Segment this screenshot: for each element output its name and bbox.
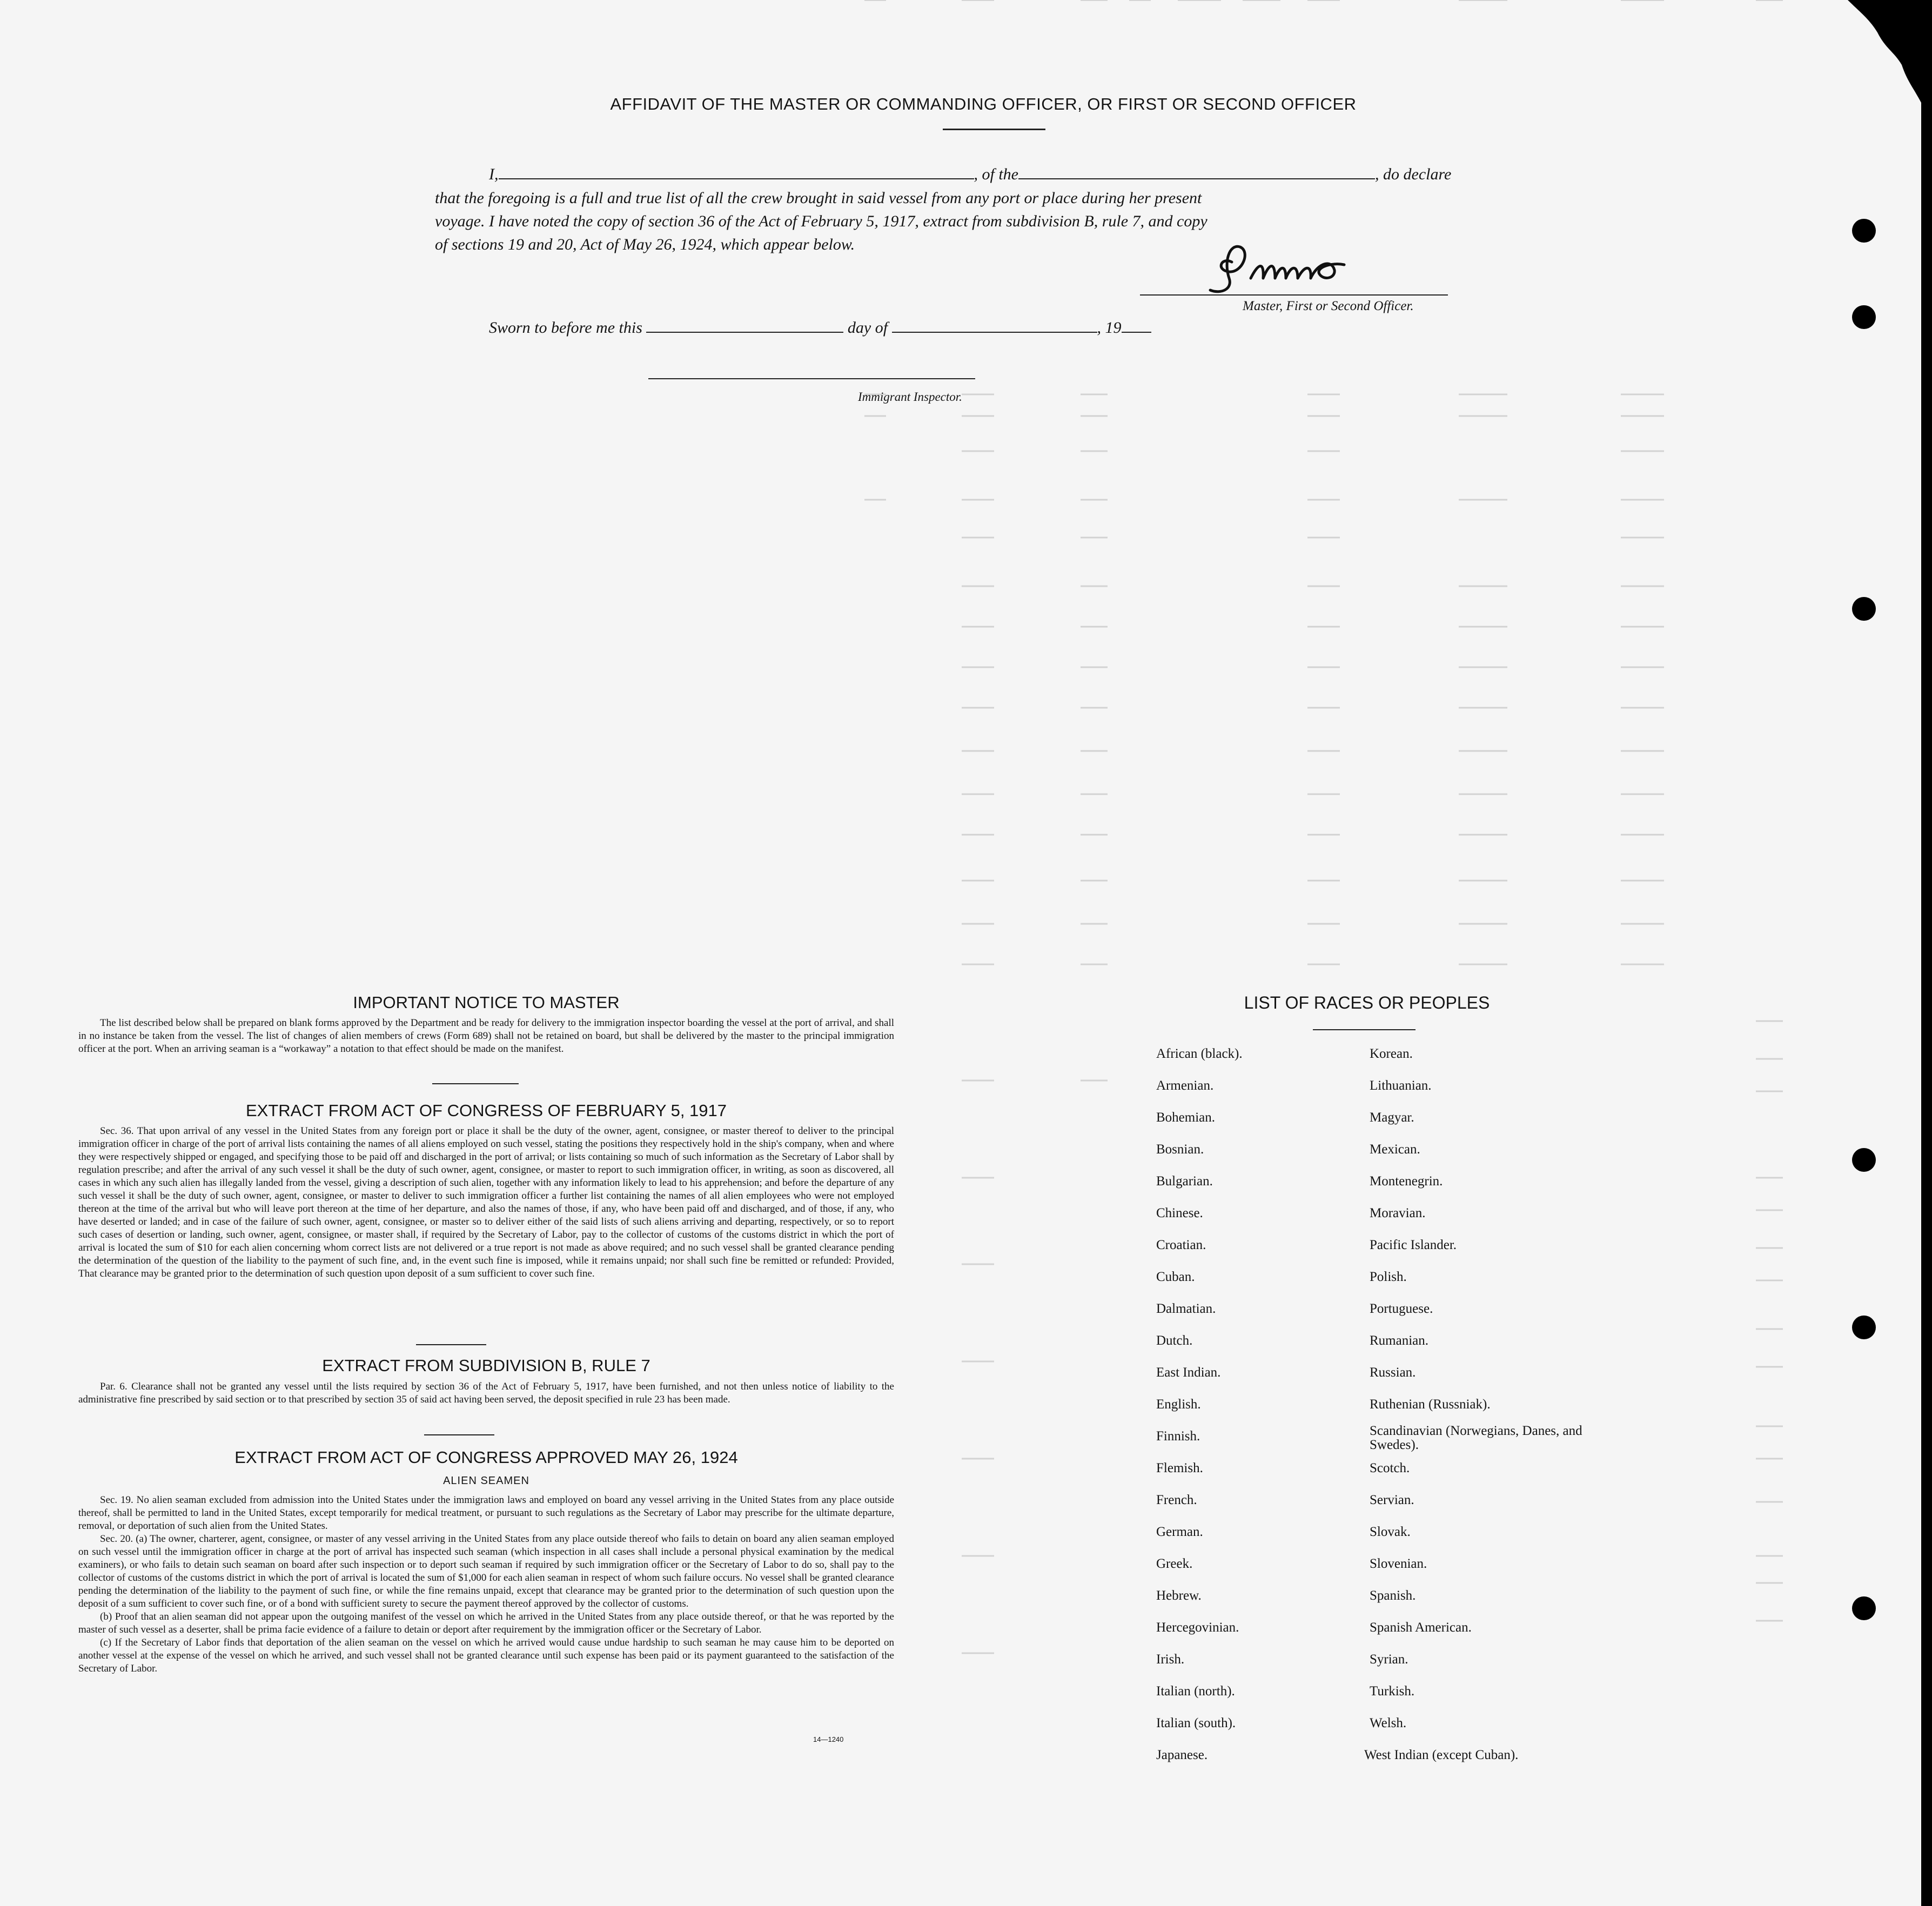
race-item: Bohemian. xyxy=(1156,1110,1216,1125)
race-item: Croatian. xyxy=(1156,1238,1206,1252)
race-item: Russian. xyxy=(1370,1365,1416,1380)
section-divider xyxy=(432,1083,519,1084)
notice-body xyxy=(78,1017,894,1056)
race-item: Japanese. xyxy=(1156,1748,1208,1762)
paragraph-6: Par. 6. Clearance shall not be granted any vessel until the lists required by section 36 of the Act of February 5, 1917, have been furnished, and not then unless notice of liability to the administrative fine prescribed by said section or to that prescribed by section 35 of said act having been served, the deposit specified in rule 23 has been made. xyxy=(78,1381,894,1405)
day-of-label: day of xyxy=(847,319,888,337)
sworn-day-field[interactable] xyxy=(646,332,843,333)
race-item: Dalmatian. xyxy=(1156,1301,1216,1316)
section-36-paragraph: Sec. 36. That upon arrival of any vessel in the United States from any foreign port or place it shall be the duty of the owner, agent, consignee, or master thereof to deliver to the principal immigration officer in charge of the port of arrival lists containing the names of all aliens employed on such vessel, stating the positions they respectively hold in the ship's company, when and where they were respectively shipped or engaged, and specifying those to be paid off and discharged in the port of arrival; or lists containing so much of such information as the Secretary of Labor shall by regulation prescribe; and after the arrival of any such vessel it shall be the duty of such owner, agent, consignee, or master to report to such immigration officer, in writing, as soon as discovered, all cases in which any such alien has illegally landed from the vessel, giving a description of such alien, together with any information likely to lead to his apprehension; and before the departure of any such vessel it shall be the duty of such owner, agent, consignee, or master to deliver to such immigration officer a further list containing the names of all alien employees who were not employed thereon at the time of the arrival but who will leave port thereon at the time of her departure, and also the names of those, if any, who have been paid off and discharged, and of those, if any, who have deserted or landed; and in case of the failure of such owner, agent, consignee, or master so to deliver either of the said lists of such aliens arriving and departing, respectively, or so to report such cases of desertion or landing, such owner, agent, consignee, or master shall, if required by the Secretary of Labor, pay to the collector of customs of the customs district in which the port of arrival is located the sum of $10 for each alien concerning whom correct lists are not delivered or a true report is not made as above required; and no such vessel shall be granted clearance pending the determination of the question of the liability to the payment of such fine, and, in the event such fine is imposed, while it remains unpaid; nor shall such fine be remitted or refunded: Provided, That clearance may be granted prior to the determination of such question upon deposit of a sum sufficient to cover such fine. xyxy=(78,1125,894,1279)
race-item: Hebrew. xyxy=(1156,1588,1202,1603)
race-item: Magyar. xyxy=(1370,1110,1414,1125)
notice-paragraph: The list described below shall be prepared on blank forms approved by the Department and be ready for delivery to the immigration inspector boarding the vessel at the port of arrival, and shall in no instance be taken from the vessel. The list of changes of alien members of crews (Form 689) shall not be retained on board, but shall be delivered by the master to the principal immigration officer at the port. When an arriving seaman is a “workaway” a notation to that effect should be made on the manifest. xyxy=(78,1017,894,1055)
race-item: Spanish. xyxy=(1370,1588,1416,1603)
title-divider xyxy=(943,129,1045,130)
section-divider xyxy=(416,1344,486,1345)
race-item: Bosnian. xyxy=(1156,1142,1204,1157)
section-19-paragraph: Sec. 19. No alien seaman excluded from admission into the United States under the immigration laws and employed on board any vessel arriving in the United States from any place outside thereof, shall be permitted to land in the United States, except temporarily for medical treatment, or pursuant to such regulations as the Secretary of Labor may prescribe for the ultimate departure, removal, or deportation of such alien from the United States. xyxy=(78,1494,894,1532)
race-item: English. xyxy=(1156,1397,1201,1412)
section-20c-paragraph: (c) If the Secretary of Labor finds that deportation of the alien seaman on the vessel on which he arrived would cause undue hardship to such seaman he may cause him to be deported on another vessel at the expense of the vessel on which he arrived, and such vessel shall not be granted clearance until such expense has been paid or its payment guaranteed to the satisfaction of the Secretary of Labor. xyxy=(78,1637,894,1674)
race-item: West Indian (except Cuban). xyxy=(1364,1748,1519,1762)
extract-1924-body xyxy=(78,1494,894,1675)
section-20a-paragraph: Sec. 20. (a) The owner, charterer, agent, consignee, or master of any vessel arriving in the United States from any place outside thereof who fails to detain on board any alien seaman employed on such vessel until the immigration officer in charge at the port of arrival has inspected such seaman (which inspection in all cases shall include a personal physical examination by the medical examiners), or who fails to detain such seaman on board after such inspection or to deport such seaman if required by such immigration officer or the Secretary of Labor to do so, shall pay to the collector of customs of the customs district in which the port of arrival is located the sum of $1,000 for each alien seaman in respect of whom such failure occurs. No vessel shall be granted clearance pending the determination of the liability to the payment of such fine, or while the fine remains unpaid, except that clearance may be granted prior to the determination of such question upon the deposit of a sum sufficient to cover such fine, or of a bond with sufficient surety to secure the payment thereof approved by the collector of customs. xyxy=(78,1533,894,1609)
race-item: Irish. xyxy=(1156,1652,1185,1667)
race-item: Hercegovinian. xyxy=(1156,1620,1239,1635)
race-item: Montenegrin. xyxy=(1370,1174,1443,1189)
declarant-prefix: I, xyxy=(489,165,499,183)
race-item: Italian (north). xyxy=(1156,1684,1235,1699)
race-item: Turkish. xyxy=(1370,1684,1415,1699)
inspector-signature-line xyxy=(648,378,975,379)
race-item: Dutch. xyxy=(1156,1333,1193,1348)
inspector-label: Immigrant Inspector. xyxy=(858,390,962,404)
race-item: Polish. xyxy=(1370,1270,1407,1284)
race-item: Slovenian. xyxy=(1370,1556,1427,1571)
year-label: , 19 xyxy=(1097,319,1122,337)
notice-title: IMPORTANT NOTICE TO MASTER xyxy=(353,993,620,1012)
race-item: Greek. xyxy=(1156,1556,1193,1571)
race-item: Armenian. xyxy=(1156,1078,1214,1093)
races-title: LIST OF RACES OR PEOPLES xyxy=(1244,993,1490,1012)
race-item: Welsh. xyxy=(1370,1716,1407,1730)
race-item: Cuban. xyxy=(1156,1270,1195,1284)
race-item: Syrian. xyxy=(1370,1652,1408,1667)
declaration-line-4: of sections 19 and 20, Act of May 26, 1924, which appear below. xyxy=(435,236,855,253)
race-item: Finnish. xyxy=(1156,1429,1200,1444)
torn-corner xyxy=(1783,0,1921,108)
race-item: Rumanian. xyxy=(1370,1333,1429,1348)
sworn-month-field[interactable] xyxy=(892,332,1097,333)
vessel-name-field[interactable] xyxy=(1018,178,1375,179)
extract-1917-title: EXTRACT FROM ACT OF CONGRESS OF FEBRUARY 5, 1917 xyxy=(245,1101,727,1120)
declarant-name-field[interactable] xyxy=(499,178,974,179)
extract-rule7-title: EXTRACT FROM SUBDIVISION B, RULE 7 xyxy=(322,1356,650,1375)
race-item: Pacific Islander. xyxy=(1370,1238,1457,1252)
race-item: Scotch. xyxy=(1370,1461,1410,1475)
race-item: East Indian. xyxy=(1156,1365,1221,1380)
affidavit-title: AFFIDAVIT OF THE MASTER OR COMMANDING OFFICER, OR FIRST OR SECOND OFFICER xyxy=(610,95,1357,113)
extract-1917-body xyxy=(78,1125,894,1280)
race-item: Korean. xyxy=(1370,1046,1413,1061)
race-item: Italian (south). xyxy=(1156,1716,1236,1730)
declaration-line-3: voyage. I have noted the copy of section 36 of the Act of February 5, 1917, extract from subdivision B, rule 7, and copy xyxy=(435,212,1208,230)
race-item: Flemish. xyxy=(1156,1461,1203,1475)
declaration-line-1 xyxy=(489,165,1488,184)
form-number: 14—1240 xyxy=(813,1735,844,1743)
declaration-line-2: that the foregoing is a full and true list of all the crew brought in said vessel from any port or place during her present xyxy=(435,189,1202,207)
race-item: Slovak. xyxy=(1370,1525,1411,1539)
section-divider xyxy=(424,1434,494,1435)
extract-rule7-body xyxy=(78,1380,894,1406)
race-item: Bulgarian. xyxy=(1156,1174,1213,1189)
race-item: French. xyxy=(1156,1493,1197,1507)
race-item: Chinese. xyxy=(1156,1206,1203,1220)
of-the-label: , of the xyxy=(974,165,1018,183)
race-item: Ruthenian (Russniak). xyxy=(1370,1397,1491,1412)
races-divider xyxy=(1313,1029,1416,1030)
race-item: German. xyxy=(1156,1525,1203,1539)
race-item: African (black). xyxy=(1156,1046,1243,1061)
sworn-line xyxy=(489,319,1151,337)
race-item: Moravian. xyxy=(1370,1206,1426,1220)
signature-label: Master, First or Second Officer. xyxy=(1243,299,1414,313)
section-20b-paragraph: (b) Proof that an alien seaman did not appear upon the outgoing manifest of the vessel on which he arrived in the United States from any place outside thereof, or that he was reported by the master of such vessel as a deserter, shall be prima facie evidence of a failure to detain or deport after requirement by the immigration officer or the Secretary of Labor. xyxy=(78,1611,894,1635)
sworn-year-field[interactable] xyxy=(1122,332,1151,333)
race-item: Lithuanian. xyxy=(1370,1078,1432,1093)
race-item: Servian. xyxy=(1370,1493,1414,1507)
race-item: Portuguese. xyxy=(1370,1301,1433,1316)
race-item: Spanish American. xyxy=(1370,1620,1472,1635)
declare-label: , do declare xyxy=(1375,165,1452,183)
extract-1924-subtitle: ALIEN SEAMEN xyxy=(443,1475,529,1487)
extract-1924-title: EXTRACT FROM ACT OF CONGRESS APPROVED MAY 26, 1924 xyxy=(234,1448,738,1467)
race-item: Mexican. xyxy=(1370,1142,1420,1157)
master-signature xyxy=(1199,240,1378,300)
race-item: Scandinavian (Norwegians, Danes, and Swedes). xyxy=(1370,1424,1582,1452)
signature-line xyxy=(1140,294,1448,296)
sworn-prefix: Sworn to before me this xyxy=(489,319,642,337)
